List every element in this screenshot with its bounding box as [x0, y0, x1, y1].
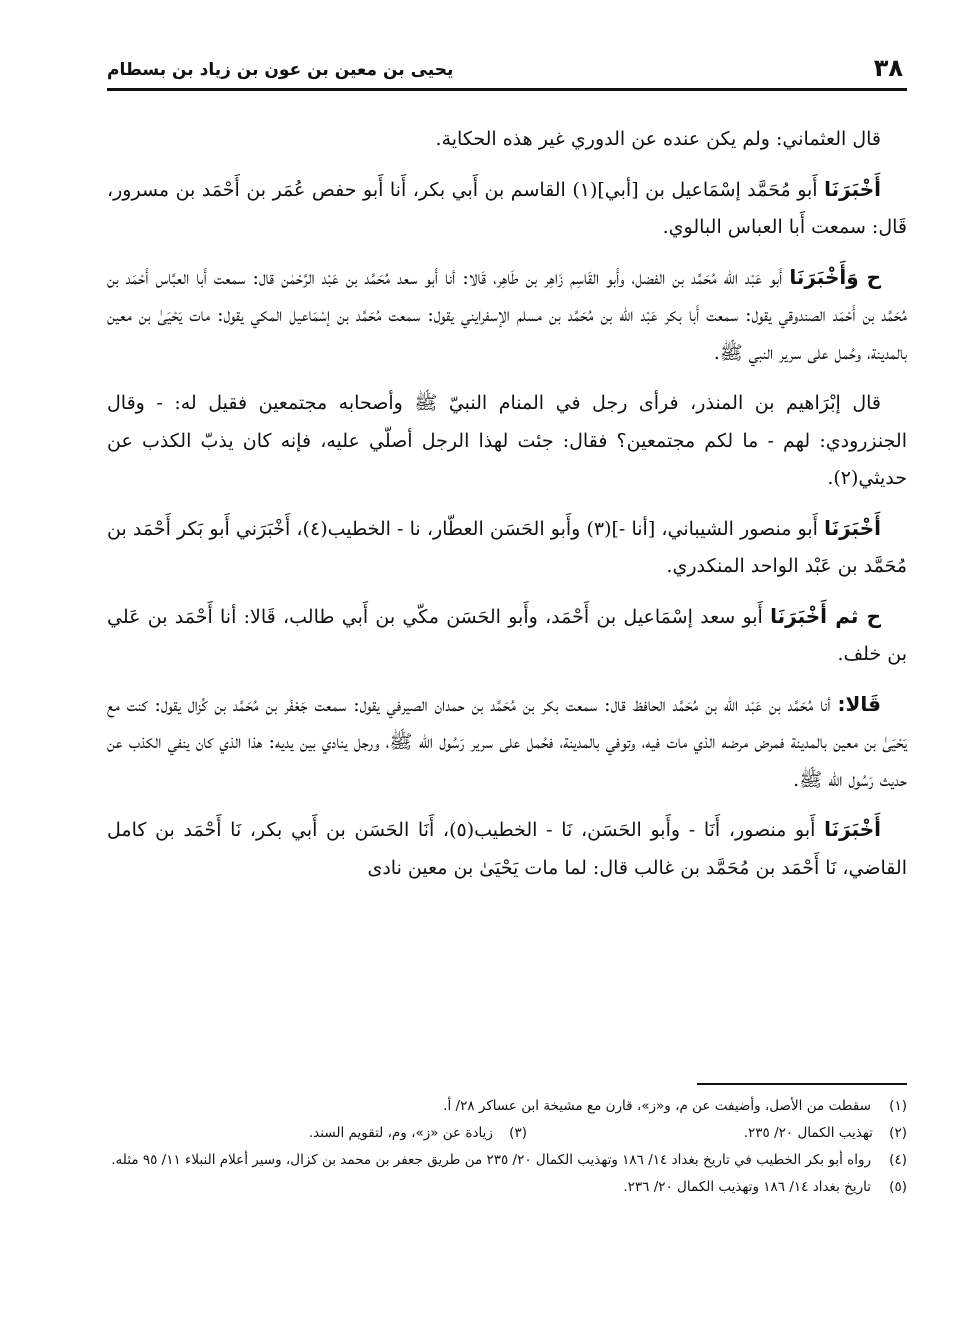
footnote-text: رواه أبو بكر الخطيب في تاريخ بغداد ١٤/ ١٨٦ وتهذيب الكمال ٢٠/ ٢٣٥ من طريق جعفر بن محمد بن كزال، وسير أعلام النبلاء ١١/ ٩٥ مثله.: [111, 1152, 871, 1168]
paragraph-text: أنا مُحَمَّد بن عَبْد الله بن مُحَمَّد الحافظ قال: سمعت بكر بن مُحَمَّد بن حمدان الصيرفي يقول: سمعت جَعْفَر بن مُحَمَّد بن كُزال يقول: كنت مع يَحْيَىٰ بن معين بالمدينة فمرض مرضه الذي مات فيه، وتوفي بالمدينة، فحُمل على سرير رَسُول الله ﷺ، ورجل ينادي بين يديه: هذا الذي كان ينفي الكذب عن حديث رَسُول الله ﷺ.: [107, 693, 907, 791]
paragraph: [107, 510, 907, 586]
footnote-number: (٢): [889, 1125, 907, 1141]
footnote-number: (٤): [889, 1152, 907, 1168]
paragraph-lead: ح وَأَخْبَرَنَا: [789, 264, 881, 289]
footnote-text: تهذيب الكمال ٢٠/ ٢٣٥.: [743, 1125, 873, 1141]
paragraph: [107, 120, 907, 159]
paragraph-text: أَبو سعد إسْمَاعيل بن أَحْمَد، وأَبو الحَسَن مكّي بن أَبي طالب، قَالا: أنا أَحْمَد بن عَلي بن خلف.: [107, 605, 907, 665]
paragraph-text: أَبو عَبْد الله مُحَمَّد بن الفضل، وأَبو القَاسِم زَاهِر بن طَاهِر، قَالا: أنا أَبو سعد مُحَمَّد بن عَبْد الرَّحْمٰن قال: سمعت أَبا العبَّاس أَحْمَد بن مُحَمَّد بن أَحْمَد الصندوقي يقول: سمعت أَبا بكر عَبْد الله بن مُحَمَّد بن مسلم الإسفرايني يقول: سمعت مُحَمَّد بن إسْمَاعيل المكي يقول: مات يَحْيَىٰ بن معين بالمدينة، وحُمل على سرير النبي ﷺ.: [107, 266, 907, 364]
footnote-number: (٣): [509, 1125, 527, 1141]
footnote-pair: [107, 1121, 907, 1148]
paragraph-text: أَبو مُحَمَّد إسْمَاعيل بن [أبي](١) القاسم بن أَبي بكر، أَنا أَبو حفص عُمَر بن أَحْمَد بن مسرور، قَال: سمعت أَبا العباس البالوي.: [107, 178, 907, 238]
paragraph-lead: ح ثم أَخْبَرَنَا: [770, 603, 881, 628]
paragraph-lead: أَخْبَرَنَا: [824, 817, 881, 841]
footnotes: [107, 1094, 907, 1202]
footnote-separator: [697, 1083, 907, 1085]
footnote: [309, 1121, 527, 1146]
paragraph: [107, 384, 907, 498]
footnote-text: سقطت من الأصل، وأضيفت عن م، و«ز»، قارن مع مشيخة ابن عساكر ٢٨/ أ.: [443, 1098, 871, 1114]
footnote-number: (١): [889, 1098, 907, 1114]
paragraph-lead: أَخْبَرَنَا: [824, 176, 881, 201]
paragraph: [107, 686, 907, 800]
footnote: [107, 1094, 907, 1119]
running-title: يحيى بن معين بن عون بن زياد بن بسطام: [107, 60, 454, 80]
footnote-text: زيادة عن «ز»، وم، لتقويم السند.: [308, 1125, 493, 1141]
paragraph-text: أَبو منصور الشيباني، [أنا -](٣) وأَبو الحَسَن العطّار، نا - الخطيب(٤)، أَخْبَرَني أَبو بَكر أَحْمَد بن مُحَمَّد بن عَبْد الواحد المنكدري.: [107, 517, 907, 577]
page-header: [107, 48, 907, 91]
footnote: [744, 1121, 907, 1146]
footnote: [107, 1148, 907, 1173]
paragraph-lead: أَخْبَرَنَا: [824, 515, 881, 540]
paragraph-text: قال إبْرَاهيم بن المنذر، فرأى رجل في المنام النبيّ ﷺ وأصحابه مجتمعين فقيل له: - وقال الجنزرودي: لهم - ما لكم مجتمعين؟ فقال: جئت لهذا الرجل أصلّي عليه، فإنه كان يذبّ الكذب عن حديثي(٢).: [107, 392, 907, 489]
page-number: ٣٨: [873, 54, 903, 82]
footnote-number: (٥): [889, 1179, 907, 1195]
paragraph: [107, 259, 907, 373]
paragraph-text: أَبو منصور، أَنَا - وأَبو الحَسَن، نَا - الخطيب(٥)، أَنَا الحَسَن بن أَبي بكر، نَا أَحْمَد بن كامل القاضي، نَا أَحْمَد بن مُحَمَّد بن غالب قال: لما مات يَحْيَىٰ بن معين نادى: [107, 819, 907, 879]
paragraph: [107, 598, 907, 674]
footnote: [107, 1175, 907, 1200]
paragraph: [107, 811, 907, 887]
paragraph-lead: قَالا:: [837, 691, 881, 716]
paragraph: [107, 171, 907, 247]
main-text: [107, 120, 907, 899]
footnote-text: تاريخ بغداد ١٤/ ١٨٦ وتهذيب الكمال ٢٠/ ٢٣٦.: [623, 1179, 871, 1195]
paragraph-text: قال العثماني: ولم يكن عنده عن الدوري غير هذه الحكاية.: [435, 128, 881, 150]
